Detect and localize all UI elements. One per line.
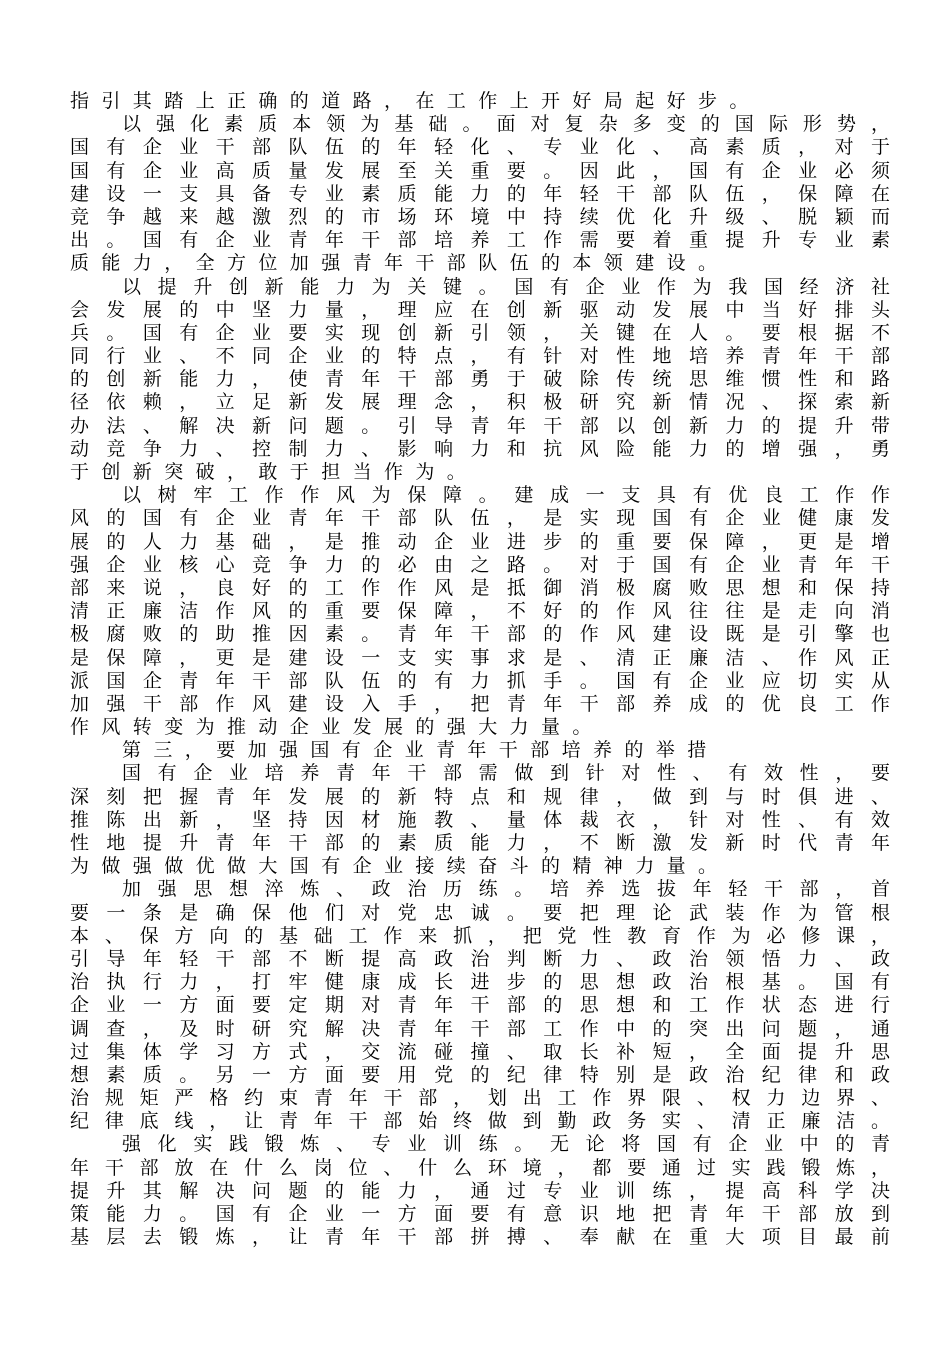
text-line: 推陈出新，坚持因材施教、量体裁衣，针对性、有效	[70, 808, 890, 831]
text-line: 强企业核心竞争力的必由之路。对于国有企业青年干	[70, 553, 890, 576]
text-line: 调查，及时研究解决青年干部工作中的突出问题，通	[70, 1017, 890, 1040]
text-line: 同行业、不同企业的特点，有针对性地培养青年干部	[70, 345, 890, 368]
text-line: 是保障，更是建设一支实事求是、清正廉洁、作风正	[70, 646, 890, 669]
text-line: 风的国有企业青年干部队伍，是实现国有企业健康发	[70, 507, 890, 530]
text-line: 纪律底线，让青年干部始终做到勤政务实、清正廉洁。	[70, 1110, 890, 1133]
text-line: 提升其解决问题的能力，通过专业训练，提高科学决	[70, 1179, 890, 1202]
text-line: 清正廉洁作风的重要保障，不好的作风往往是走向消	[70, 600, 890, 623]
text-line: 会发展的中坚力量，理应在创新驱动发展中当好排头	[70, 298, 890, 321]
text-line: 想素质。另一方面要用党的纪律特别是政治纪律和政	[70, 1063, 890, 1086]
text-line: 年干部放在什么岗位、什么环境，都要通过实践锻炼，	[70, 1156, 890, 1179]
text-line: 治执行力，打牢健康成长进步的思想政治根基。国有	[70, 971, 890, 994]
text-line: 要一条是确保他们对党忠诚。要把理论武装作为管根	[70, 901, 890, 924]
text-line: 过集体学习方式，交流碰撞、取长补短，全面提升思	[70, 1040, 890, 1063]
text-line: 作风转变为推动企业发展的强大力量。	[70, 716, 604, 739]
text-line: 的创新能力，使青年干部勇于破除传统思维惯性和路	[70, 368, 890, 391]
text-line: 质能力，全方位加强青年干部队伍的本领建设。	[70, 252, 730, 275]
text-line: 治规矩严格约束青年干部，划出工作界限、权力边界、	[70, 1087, 890, 1110]
text-line: 第三，要加强国有企业青年干部培养的举措	[122, 739, 719, 762]
text-line: 竞争越来越激烈的市场环境中持续优化升级、脱颖而	[70, 205, 890, 228]
text-line: 指引其踏上正确的道路，在工作上开好局起好步。	[70, 90, 761, 112]
text-line: 办法、解决新问题。引导青年干部以创新力的提升带	[70, 414, 890, 437]
text-line: 出。国有企业青年干部培养工作需要着重提升专业素	[70, 229, 890, 252]
text-line: 深刻把握青年发展的新特点和规律，做到与时俱进、	[70, 785, 890, 808]
text-line: 策能力。国有企业一方面要有意识地把青年干部放到	[70, 1203, 890, 1225]
text-line: 建设一支具备专业素质能力的年轻干部队伍，保障在	[70, 182, 890, 205]
text-line: 国有企业干部队伍的年轻化、专业化、高素质，对于	[70, 136, 890, 159]
text-line: 于创新突破，敢于担当作为。	[70, 461, 479, 483]
text-line: 极腐败的助推因素。青年干部的作风建设既是引擎也	[70, 623, 890, 646]
text-line: 部来说，良好的工作作风是抵御消极腐败思想和保持	[70, 576, 890, 599]
text-line: 派国企青年干部队伍的有力抓手。国有企业应切实从	[70, 669, 890, 692]
text-line: 展的人力基础，是推动企业进步的重要保障，更是增	[70, 530, 890, 553]
text-line: 性地提升青年干部的素质能力，不断激发新时代青年	[70, 832, 890, 854]
text-line: 径依赖，立足新发展理念，积极研究新情况、探索新	[70, 391, 890, 414]
text-line: 本、保方向的基础工作来抓，把党性教育作为必修课，	[70, 924, 890, 947]
text-line: 以提升创新能力为关键。国有企业作为我国经济社	[122, 275, 890, 298]
text-line: 以树牢工作作风为保障。建成一支具有优良工作作	[122, 484, 890, 507]
text-line: 强化实践锻炼、专业训练。无论将国有企业中的青	[122, 1133, 890, 1156]
text-line: 国有企业高质量发展至关重要。因此，国有企业必须	[70, 159, 890, 182]
text-line: 动竞争力、控制力、影响力和抗风险能力的增强，勇	[70, 437, 890, 460]
text-line: 兵。国有企业要实现创新引领，关键在人。要根据不	[70, 321, 890, 344]
text-line: 加强干部作风建设入手，把青年干部养成的优良工作	[70, 692, 890, 715]
text-line: 以强化素质本领为基础。面对复杂多变的国际形势，	[122, 113, 890, 136]
text-line: 企业一方面要定期对青年干部的思想和工作状态进行	[70, 994, 890, 1017]
text-line: 为做强做优做大国有企业接续奋斗的精神力量。	[70, 855, 730, 878]
text-line: 国有企业培养青年干部需做到针对性、有效性，要	[122, 762, 890, 785]
text-line: 基层去锻炼，让青年干部拼搏、奉献在重大项目最前	[70, 1226, 890, 1249]
document-body	[70, 90, 890, 1249]
text-line: 加强思想淬炼、政治历练。培养选拔年轻干部，首	[122, 878, 890, 901]
text-line: 引导年轻干部不断提高政治判断力、政治领悟力、政	[70, 947, 890, 970]
